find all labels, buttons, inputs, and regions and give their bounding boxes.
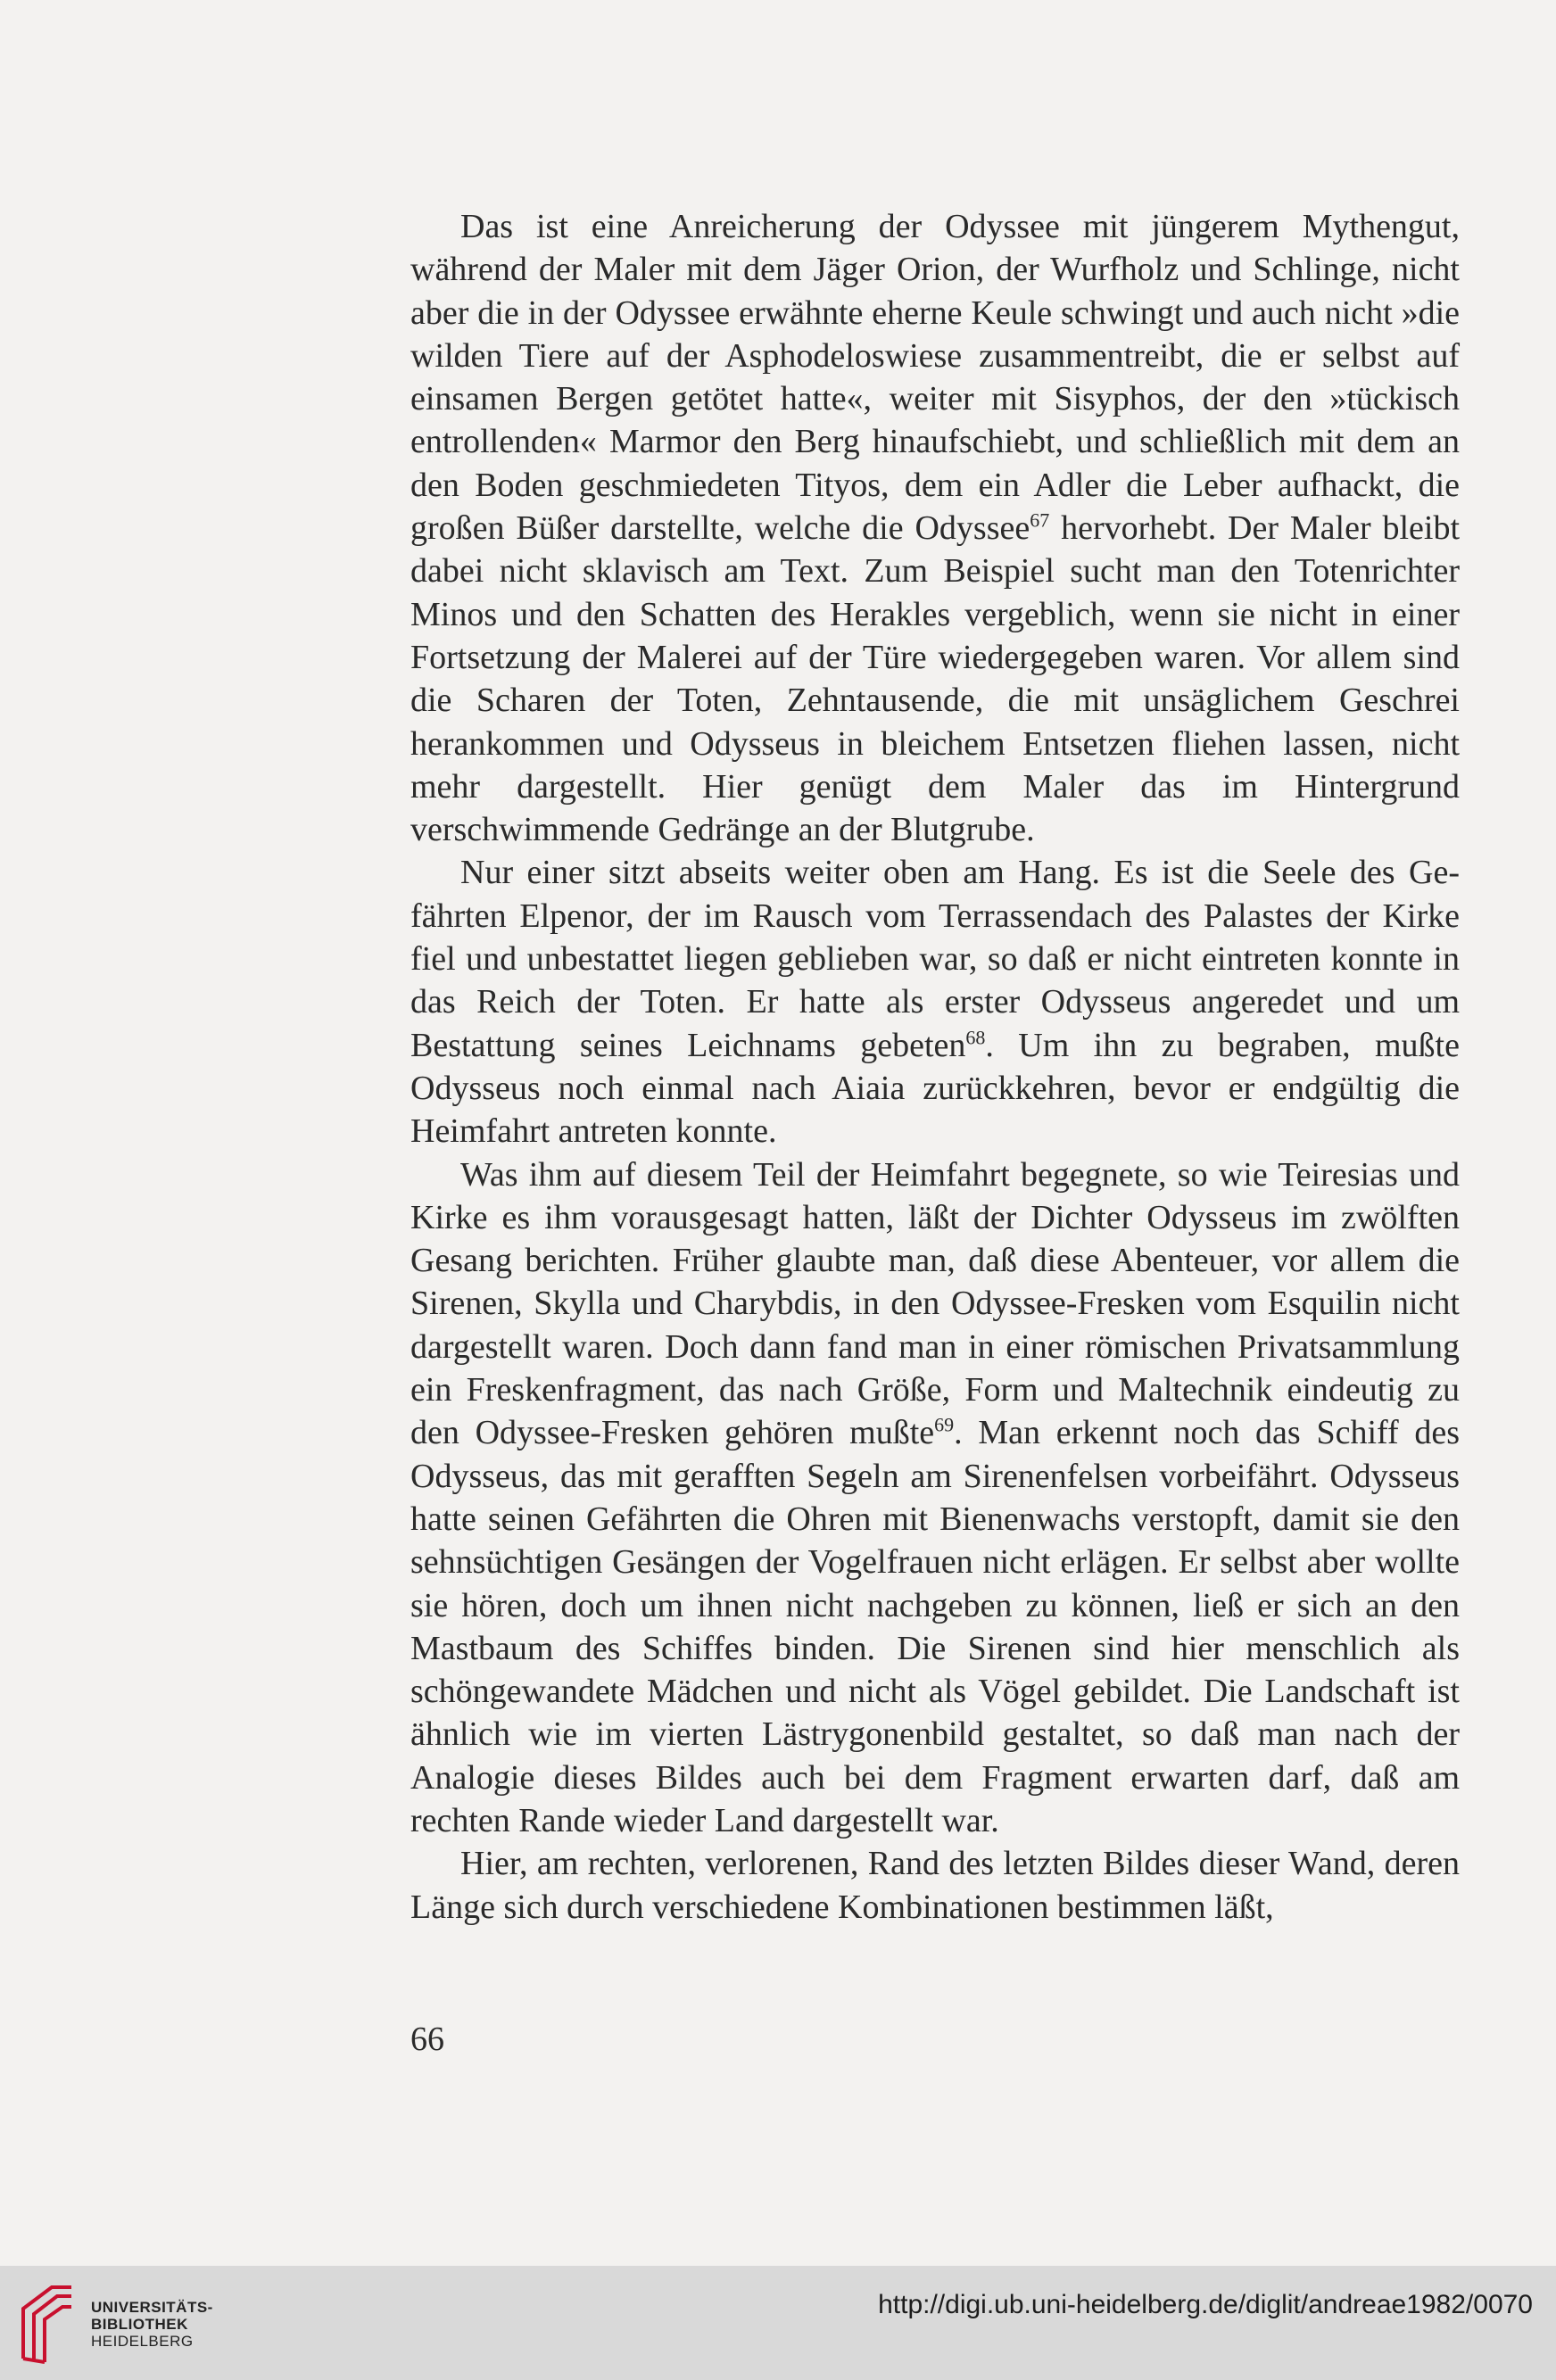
library-name (91, 2299, 213, 2350)
paragraph-3 (410, 1153, 1460, 1843)
library-line-3: HEIDELBERG (91, 2333, 194, 2350)
paragraph-3-text: Was ihm auf diesem Teil der Heimfahrt begegnete, so wie Teiresias und Kirke es ihm vorausgesagt hatten, läßt der Dichter Odysseus im zwölften Gesang berichten. Früher glaubte man, daß diese Abenteuer, vor allem die Sirenen, Skylla und Charybdis, in den Odyssee-Fresken vom Esquilin nicht dargestellt waren. Doch dann fand man in einer römischen Privatsammlung ein Freskenfragment, das nach Größe, Form und Maltechnik eindeutig zu den Odyssee-Fresken gehören mußte (410, 1155, 1460, 1452)
source-url-link[interactable]: http://digi.ub.uni-heidelberg.de/diglit/andreae1982/0070 (878, 2290, 1533, 2319)
library-line-2: BIBLIOTHEK (91, 2316, 188, 2333)
paragraph-4-text: Hier, am rechten, verlorenen, Rand des letzten Bildes dieser Wand, deren Länge sich durch verschiedene Kombinationen bestimmen läßt, (410, 1845, 1460, 1926)
paragraph-2 (410, 851, 1460, 1153)
paragraph-3-text-cont: . Man erkennt noch das Schiff des Odysseus, das mit gerafften Segeln am Sirenenfelsen vorbeifährt. Odysseus hatte seinen Gefährten die Ohren mit Bienenwachs verstopft, damit sie den sehnsüchtigen Gesängen der Vogelfrauen nicht erlägen. Er selbst aber wollte sie hören, doch um ihnen nicht nachgeben zu können, ließ er sich an den Mastbaum des Schiffes binden. Die Sirenen sind hier menschlich als schöngewandete Mädchen und nicht als Vögel gebildet. Die Landschaft ist ähnlich wie im vierten Lästrygonenbild gestaltet, so daß man nach der Analogie dieses Bildes auch bei dem Fragment erwarten darf, daß am rechten Rande wieder Land dargestellt war. (410, 1414, 1461, 1839)
footnote-ref-69: 69 (934, 1413, 955, 1436)
footnote-ref-68: 68 (965, 1025, 986, 1048)
paragraph-2-text-cont: . Um ihn zu begraben, mußte Odysseus noch einmal nach Aiaia zurückkehren, bevor er endgültig die Heimfahrt antreten konnte. (410, 1026, 1460, 1151)
library-line-1: UNIVERSITÄTS- (91, 2299, 213, 2316)
paragraph-4 (410, 1842, 1460, 1929)
paragraph-1-text-cont: hervorhebt. Der Maler bleibt dabei nicht sklavisch am Text. Zum Beispiel sucht man den Totenrichter Minos und den Schatten des Herakles vergeblich, wenn sie nicht in einer Fortsetzung der Malerei auf der Türe wiedergegeben waren. Vor allem sind die Scharen der Toten, Zehntausende, die mit unsäglichem Geschrei herankommen und Odysseus in bleichem Entsetzen fliehen lassen, nicht mehr dargestellt. Hier genügt dem Maler das im Hintergrund verschwimmende Gedränge an der Blutgrube. (410, 509, 1460, 849)
page-number: 66 (410, 2021, 444, 2058)
footer-bar (0, 2266, 1556, 2380)
body-text (410, 205, 1460, 1929)
footnote-ref-67: 67 (1030, 508, 1050, 532)
ub-heidelberg-logo-icon (16, 2282, 79, 2366)
paragraph-2-text: Nur einer sitzt abseits weiter oben am Hang. Es ist die Seele des Gefährten Elpenor, der im Rausch vom Terrassendach des Palastes der Kirke fiel und unbestattet liegen geblieben war, so daß er nicht eintreten konnte in das Reich der Toten. Er hatte als erster Odysseus angeredet und um Bestattung seines Leichnams gebeten (410, 854, 1460, 1064)
paragraph-1-text: Das ist eine Anreicherung der Odyssee mit jüngerem Mythengut, während der Maler mit dem Jäger Orion, der Wurfholz und Schlinge, nicht aber die in der Odyssee erwähnte eherne Keule schwingt und auch nicht »die wilden Tiere auf der Asphodeloswiese zusammentreibt, die er selbst auf einsamen Bergen getötet hatte«, weiter mit Sisyphos, der den »tückisch entrollenden« Marmor den Berg hinaufschiebt, und schließlich mit dem an den Boden geschmiedeten Tityos, dem ein Adler die Leber aufhackt, die großen Büßer darstellte, welche die Odyssee (410, 208, 1460, 548)
paragraph-1 (410, 205, 1460, 851)
